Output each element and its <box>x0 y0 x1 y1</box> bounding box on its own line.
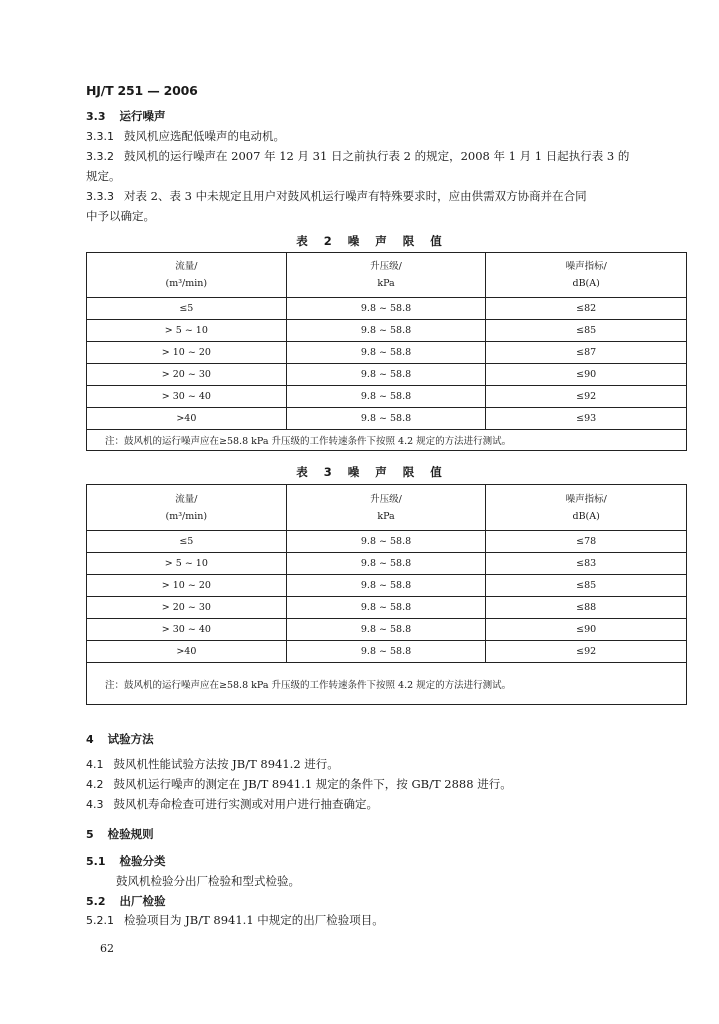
clause-title: 检验分类 <box>119 854 166 868</box>
cell-flow: > 5 ~ 10 <box>87 320 287 342</box>
cell-pressure: 9.8 ~ 58.8 <box>286 575 486 597</box>
cell-noise: ≤90 <box>486 364 687 386</box>
table-note: 注：鼓风机的运行噪声应在≥58.8 kPa 升压级的工作转速条件下按照 4.2 规定的方法进行测试。 <box>87 663 687 705</box>
cell-pressure: 9.8 ~ 58.8 <box>286 386 486 408</box>
cell-pressure: 9.8 ~ 58.8 <box>286 408 486 430</box>
cell-flow: > 30 ~ 40 <box>87 619 287 641</box>
cell-pressure: 9.8 ~ 58.8 <box>286 553 486 575</box>
header-flow: 流量/ (m³/min) <box>87 253 287 298</box>
clause-number: 4.2 <box>86 778 104 791</box>
cell-noise: ≤88 <box>486 597 687 619</box>
table-row <box>87 641 687 663</box>
table-3-caption: 表 3 噪 声 限 值 <box>296 465 448 479</box>
cell-pressure: 9.8 ~ 58.8 <box>286 531 486 553</box>
cell-flow: ≤5 <box>87 298 287 320</box>
standard-header: HJ/T 251 — 2006 <box>86 83 198 98</box>
clause-number: 5.1 <box>86 855 106 868</box>
table-3 <box>86 484 687 705</box>
cell-pressure: 9.8 ~ 58.8 <box>286 597 486 619</box>
section-5 <box>86 826 154 843</box>
clause-3-3-2 <box>86 148 629 165</box>
section-4 <box>86 731 154 748</box>
clause-text: 对表 2、表 3 中未规定且用户对鼓风机运行噪声有特殊要求时，应由供需双方协商并在合同 <box>124 189 587 203</box>
clause-3-3-3-continuation: 中予以确定。 <box>86 209 155 223</box>
table-row <box>87 597 687 619</box>
cell-pressure: 9.8 ~ 58.8 <box>286 641 486 663</box>
header-noise: 噪声指标/ dB(A) <box>486 253 687 298</box>
clause-3-3-2-continuation: 规定。 <box>86 169 121 183</box>
cell-pressure: 9.8 ~ 58.8 <box>286 619 486 641</box>
clause-number: 3.3.3 <box>86 190 114 203</box>
table-header-row <box>87 253 687 298</box>
table-note-row <box>87 430 687 451</box>
cell-noise: ≤85 <box>486 575 687 597</box>
cell-flow: > 20 ~ 30 <box>87 364 287 386</box>
clause-number: 4.1 <box>86 758 104 771</box>
cell-noise: ≤85 <box>486 320 687 342</box>
section-number: 4 <box>86 733 94 746</box>
cell-flow: >40 <box>87 408 287 430</box>
header-pressure: 升压级/ kPa <box>286 253 486 298</box>
clause-number: 5.2.1 <box>86 914 114 927</box>
header-pressure: 升压级/ kPa <box>286 485 486 531</box>
page-number: 62 <box>100 942 114 955</box>
clause-5-2 <box>86 893 166 910</box>
table-row <box>87 575 687 597</box>
clause-4-2 <box>86 776 512 793</box>
table-2 <box>86 252 687 451</box>
clause-3-3-1 <box>86 128 285 145</box>
section-title: 试验方法 <box>107 732 154 746</box>
clause-text: 鼓风机的运行噪声在 2007 年 12 月 31 日之前执行表 2 的规定，2008 年 1 月 1 日起执行表 3 的 <box>124 149 630 163</box>
clause-text: 检验项目为 JB/T 8941.1 中规定的出厂检验项目。 <box>124 913 384 927</box>
clause-text: 鼓风机应选配低噪声的电动机。 <box>124 129 285 143</box>
section-title: 运行噪声 <box>119 109 166 123</box>
table-row <box>87 364 687 386</box>
table-2-caption: 表 2 噪 声 限 值 <box>296 234 448 248</box>
table-row <box>87 619 687 641</box>
table-header-row <box>87 485 687 531</box>
cell-flow: > 10 ~ 20 <box>87 342 287 364</box>
header-flow: 流量/ (m³/min) <box>87 485 287 531</box>
section-number: 3.3 <box>86 110 106 123</box>
cell-noise: ≤92 <box>486 386 687 408</box>
clause-number: 3.3.2 <box>86 150 114 163</box>
cell-flow: > 5 ~ 10 <box>87 553 287 575</box>
clause-text: 鼓风机性能试验方法按 JB/T 8941.2 进行。 <box>113 757 339 771</box>
clause-number: 5.2 <box>86 895 106 908</box>
cell-noise: ≤87 <box>486 342 687 364</box>
table-note-row <box>87 663 687 705</box>
table-row <box>87 531 687 553</box>
cell-noise: ≤93 <box>486 408 687 430</box>
cell-noise: ≤78 <box>486 531 687 553</box>
clause-text: 鼓风机运行噪声的测定在 JB/T 8941.1 规定的条件下，按 GB/T 2888 进行。 <box>113 777 512 791</box>
cell-noise: ≤92 <box>486 641 687 663</box>
clause-5-2-1 <box>86 912 384 929</box>
table-row <box>87 342 687 364</box>
clause-4-1 <box>86 756 339 773</box>
clause-title: 出厂检验 <box>119 894 166 908</box>
cell-pressure: 9.8 ~ 58.8 <box>286 342 486 364</box>
cell-flow: > 20 ~ 30 <box>87 597 287 619</box>
cell-noise: ≤82 <box>486 298 687 320</box>
clause-5-1-text: 鼓风机检验分出厂检验和型式检验。 <box>116 874 300 888</box>
table-row <box>87 553 687 575</box>
table-row <box>87 298 687 320</box>
table-row <box>87 408 687 430</box>
cell-noise: ≤90 <box>486 619 687 641</box>
cell-flow: > 10 ~ 20 <box>87 575 287 597</box>
table-row <box>87 320 687 342</box>
section-number: 5 <box>86 828 94 841</box>
cell-flow: > 30 ~ 40 <box>87 386 287 408</box>
cell-noise: ≤83 <box>486 553 687 575</box>
section-title: 检验规则 <box>107 827 154 841</box>
clause-number: 4.3 <box>86 798 104 811</box>
table-row <box>87 386 687 408</box>
cell-pressure: 9.8 ~ 58.8 <box>286 320 486 342</box>
table-note: 注：鼓风机的运行噪声应在≥58.8 kPa 升压级的工作转速条件下按照 4.2 规定的方法进行测试。 <box>87 430 687 451</box>
clause-3-3-3 <box>86 188 587 205</box>
cell-pressure: 9.8 ~ 58.8 <box>286 364 486 386</box>
cell-pressure: 9.8 ~ 58.8 <box>286 298 486 320</box>
header-noise: 噪声指标/ dB(A) <box>486 485 687 531</box>
clause-number: 3.3.1 <box>86 130 114 143</box>
clause-4-3 <box>86 796 378 813</box>
clause-5-1 <box>86 853 166 870</box>
cell-flow: >40 <box>87 641 287 663</box>
clause-text: 鼓风机寿命检查可进行实测或对用户进行抽查确定。 <box>113 797 378 811</box>
section-3-3 <box>86 108 166 125</box>
cell-flow: ≤5 <box>87 531 287 553</box>
